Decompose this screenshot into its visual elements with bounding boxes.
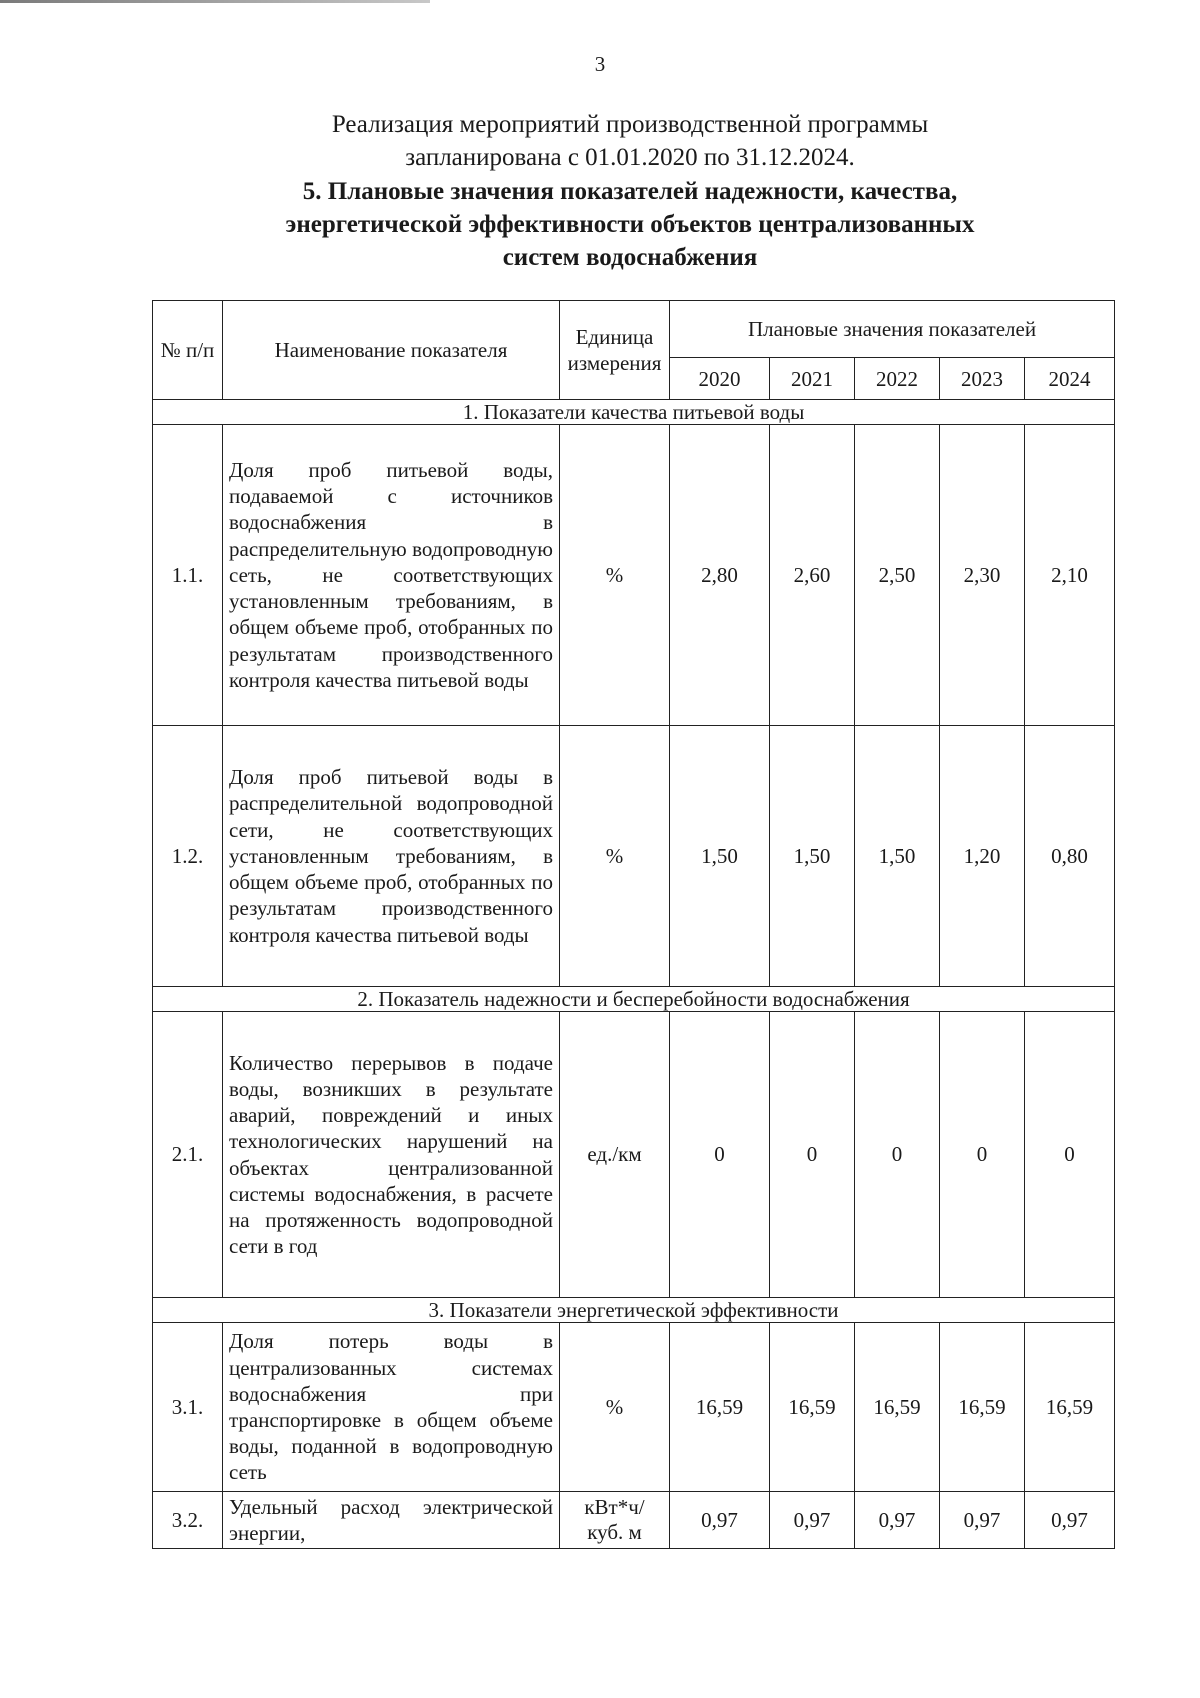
row-value: 2,30	[940, 425, 1025, 726]
row-value: 0,97	[1025, 1492, 1115, 1549]
row-name	[223, 1492, 560, 1549]
table-row	[153, 1323, 1115, 1492]
row-num: 1.1.	[153, 425, 223, 726]
header-year: 2021	[770, 358, 855, 400]
row-value: 0	[1025, 1012, 1115, 1298]
row-value: 2,50	[855, 425, 940, 726]
header-name: Наименование показателя	[223, 301, 560, 400]
table-row	[153, 1492, 1115, 1549]
row-unit: %	[560, 726, 670, 987]
row-num: 3.2.	[153, 1492, 223, 1549]
header-year: 2020	[670, 358, 770, 400]
table-row	[153, 726, 1115, 987]
row-value: 2,80	[670, 425, 770, 726]
group-row	[153, 400, 1115, 425]
row-value: 0	[670, 1012, 770, 1298]
indicators-table	[152, 300, 1115, 1549]
row-value: 1,50	[855, 726, 940, 987]
row-name-text: Удельный расход электрической энергии,	[229, 1495, 553, 1546]
row-value: 1,50	[770, 726, 855, 987]
row-value: 2,10	[1025, 425, 1115, 726]
row-num: 1.2.	[153, 726, 223, 987]
row-value: 16,59	[940, 1323, 1025, 1492]
row-name: Доля проб питьевой воды в распределительной водопроводной сети, не соответствующих установленным требованиям, в общем объеме проб, отобранных по результатам производственного контроля качества питьевой воды	[223, 726, 560, 987]
row-value: 1,50	[670, 726, 770, 987]
row-value: 1,20	[940, 726, 1025, 987]
intro-line-1: Реализация мероприятий производственной программы	[331, 111, 929, 138]
row-num: 3.1.	[153, 1323, 223, 1492]
header-year: 2024	[1025, 358, 1115, 400]
group-title: 2. Показатель надежности и бесперебойности водоснабжения	[153, 987, 1115, 1012]
group-row	[153, 1298, 1115, 1323]
intro-line-2: запланирована с 01.01.2020 по 31.12.2024.	[405, 144, 855, 171]
row-unit: кВт*ч/ куб. м	[560, 1492, 670, 1549]
row-unit: %	[560, 1323, 670, 1492]
row-value: 16,59	[855, 1323, 940, 1492]
section-heading-line-2: энергетической эффективности объектов централизованных	[285, 211, 975, 238]
group-title: 3. Показатели энергетической эффективности	[153, 1298, 1115, 1323]
header-row	[153, 301, 1115, 358]
row-name: Доля проб питьевой воды, подаваемой с источников водоснабжения в распределительную водопроводную сеть, не соответствующих установленным требованиям, в общем объеме проб, отобранных по результатам производственного контроля качества питьевой воды	[223, 425, 560, 726]
header-unit: Единица измерения	[560, 301, 670, 400]
header-year: 2023	[940, 358, 1025, 400]
row-value: 16,59	[670, 1323, 770, 1492]
scan-edge	[0, 0, 430, 3]
row-value: 0,80	[1025, 726, 1115, 987]
row-value: 0,97	[855, 1492, 940, 1549]
header-year: 2022	[855, 358, 940, 400]
header-planned: Плановые значения показателей	[670, 301, 1115, 358]
table-row	[153, 425, 1115, 726]
section-heading	[200, 175, 1060, 274]
row-value: 0,97	[670, 1492, 770, 1549]
row-value: 2,60	[770, 425, 855, 726]
row-value: 0,97	[770, 1492, 855, 1549]
row-value: 0	[940, 1012, 1025, 1298]
row-unit: %	[560, 425, 670, 726]
row-value: 16,59	[770, 1323, 855, 1492]
row-value: 0	[855, 1012, 940, 1298]
group-row	[153, 987, 1115, 1012]
row-name: Количество перерывов в подаче воды, возникших в результате аварий, повреждений и иных технологических нарушений на объектах централизованной системы водоснабжения, в расчете на протяженность водопроводной сети в год	[223, 1012, 560, 1298]
intro-text	[0, 108, 1200, 174]
row-value: 0,97	[940, 1492, 1025, 1549]
table-row	[153, 1012, 1115, 1298]
group-title: 1. Показатели качества питьевой воды	[153, 400, 1115, 425]
section-heading-line-1: 5. Плановые значения показателей надежности, качества,	[302, 178, 958, 205]
row-unit: ед./км	[560, 1012, 670, 1298]
row-name: Доля потерь воды в централизованных системах водоснабжения при транспортировке в общем объеме воды, поданной в водопроводную сеть	[223, 1323, 560, 1492]
page-number: 3	[594, 52, 606, 76]
header-num: № п/п	[153, 301, 223, 400]
row-num: 2.1.	[153, 1012, 223, 1298]
row-value: 16,59	[1025, 1323, 1115, 1492]
section-heading-line-3: систем водоснабжения	[502, 244, 758, 271]
row-value: 0	[770, 1012, 855, 1298]
